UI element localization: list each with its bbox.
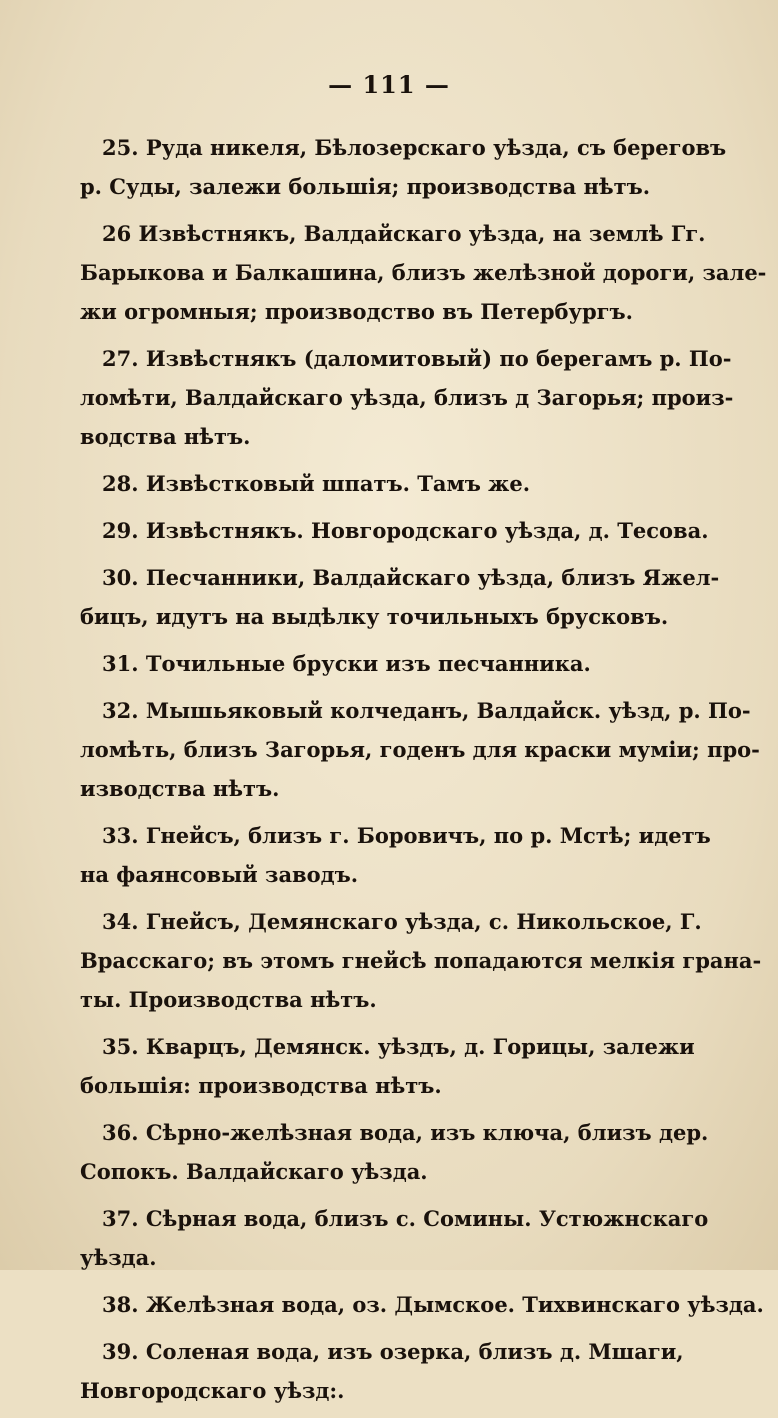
entry-line: ты. Производства нѣтъ. [80,987,377,1012]
entry-paragraph [80,902,762,1019]
entry-line: 27. Извѣстнякъ (даломитовый) по берегамъ р. По- [102,346,732,371]
entry-line: ломѣть, близъ Загорья, годенъ для краски муміи; про- [80,737,760,762]
entry-paragraph [80,1027,695,1105]
entry-line: 26 Извѣстнякъ, Валдайскаго уѣзда, на землѣ Гг. [102,221,706,246]
entry-line: 38. Желѣзная вода, оз. Дымское. Тихвинскаго уѣзда. [102,1292,764,1317]
entry-paragraph [80,816,711,894]
entry-line: 37. Сѣрная вода, близъ с. Сомины. Устюжнскаго [102,1206,709,1231]
entry-line: на фаянсовый заводъ. [80,862,359,887]
entry-paragraph [80,1285,764,1324]
entry-paragraph [80,214,767,331]
entry-paragraph [80,558,720,636]
entry-line: 25. Руда никеля, Бѣлозерскаго уѣзда, съ береговъ [102,135,727,160]
entry-line: водства нѣтъ. [80,424,251,449]
entry-line: 35. Кварцъ, Демянск. уѣздъ, д. Горицы, залежи [102,1034,695,1059]
page-number: — 111 — [328,70,450,99]
entry-line: 28. Извѣстковый шпатъ. Тамъ же. [102,471,531,496]
entry-line: Барыкова и Балкашина, близъ желѣзной дороги, зале- [80,260,767,285]
entry-paragraph [80,464,640,503]
entry-line: Новгородскаго уѣзд:. [80,1378,345,1403]
entry-paragraph [80,691,760,808]
entry-line: р. Суды, залежи большія; производства нѣтъ. [80,174,651,199]
entry-line: изводства нѣтъ. [80,776,280,801]
entry-line: Врасскаго; въ этомъ гнейсѣ попадаются мелкія грана- [80,948,762,973]
entry-line: 29. Извѣстнякъ. Новгородскаго уѣзда, д. Тесова. [102,518,709,543]
entry-line: ломѣти, Валдайскаго уѣзда, близъ д Загорья; произ- [80,385,734,410]
entry-line: уѣзда. [80,1245,157,1270]
entry-line: 31. Точильные бруски изъ песчанника. [102,651,591,676]
entries-list [80,128,767,1418]
entry-paragraph [80,511,709,550]
entry-line: 36. Сѣрно-желѣзная вода, изъ ключа, близъ дер. [102,1120,709,1145]
entry-line: бицъ, идутъ на выдѣлку точильныхъ брусковъ. [80,604,669,629]
entry-line: 39. Соленая вода, изъ озерка, близъ д. Мшаги, [102,1339,684,1364]
entry-paragraph [80,128,727,206]
entry-paragraph [80,1199,709,1277]
entry-paragraph [80,644,640,683]
entry-paragraph [80,339,734,456]
entry-paragraph [80,1332,684,1410]
entry-line: Сопокъ. Валдайскаго уѣзда. [80,1159,428,1184]
entry-paragraph [80,1113,709,1191]
entry-line: 34. Гнейсъ, Демянскаго уѣзда, с. Никольское, Г. [102,909,702,934]
entry-line: большія: производства нѣтъ. [80,1073,442,1098]
entry-line: 33. Гнейсъ, близъ г. Боровичъ, по р. Мстѣ; идетъ [102,823,711,848]
entry-line: 32. Мышьяковый колчеданъ, Валдайск. уѣзд, р. По- [102,698,751,723]
entry-line: жи огромныя; производство въ Петербургъ. [80,299,633,324]
entry-line: 30. Песчанники, Валдайскаго уѣзда, близъ Яжел- [102,565,720,590]
